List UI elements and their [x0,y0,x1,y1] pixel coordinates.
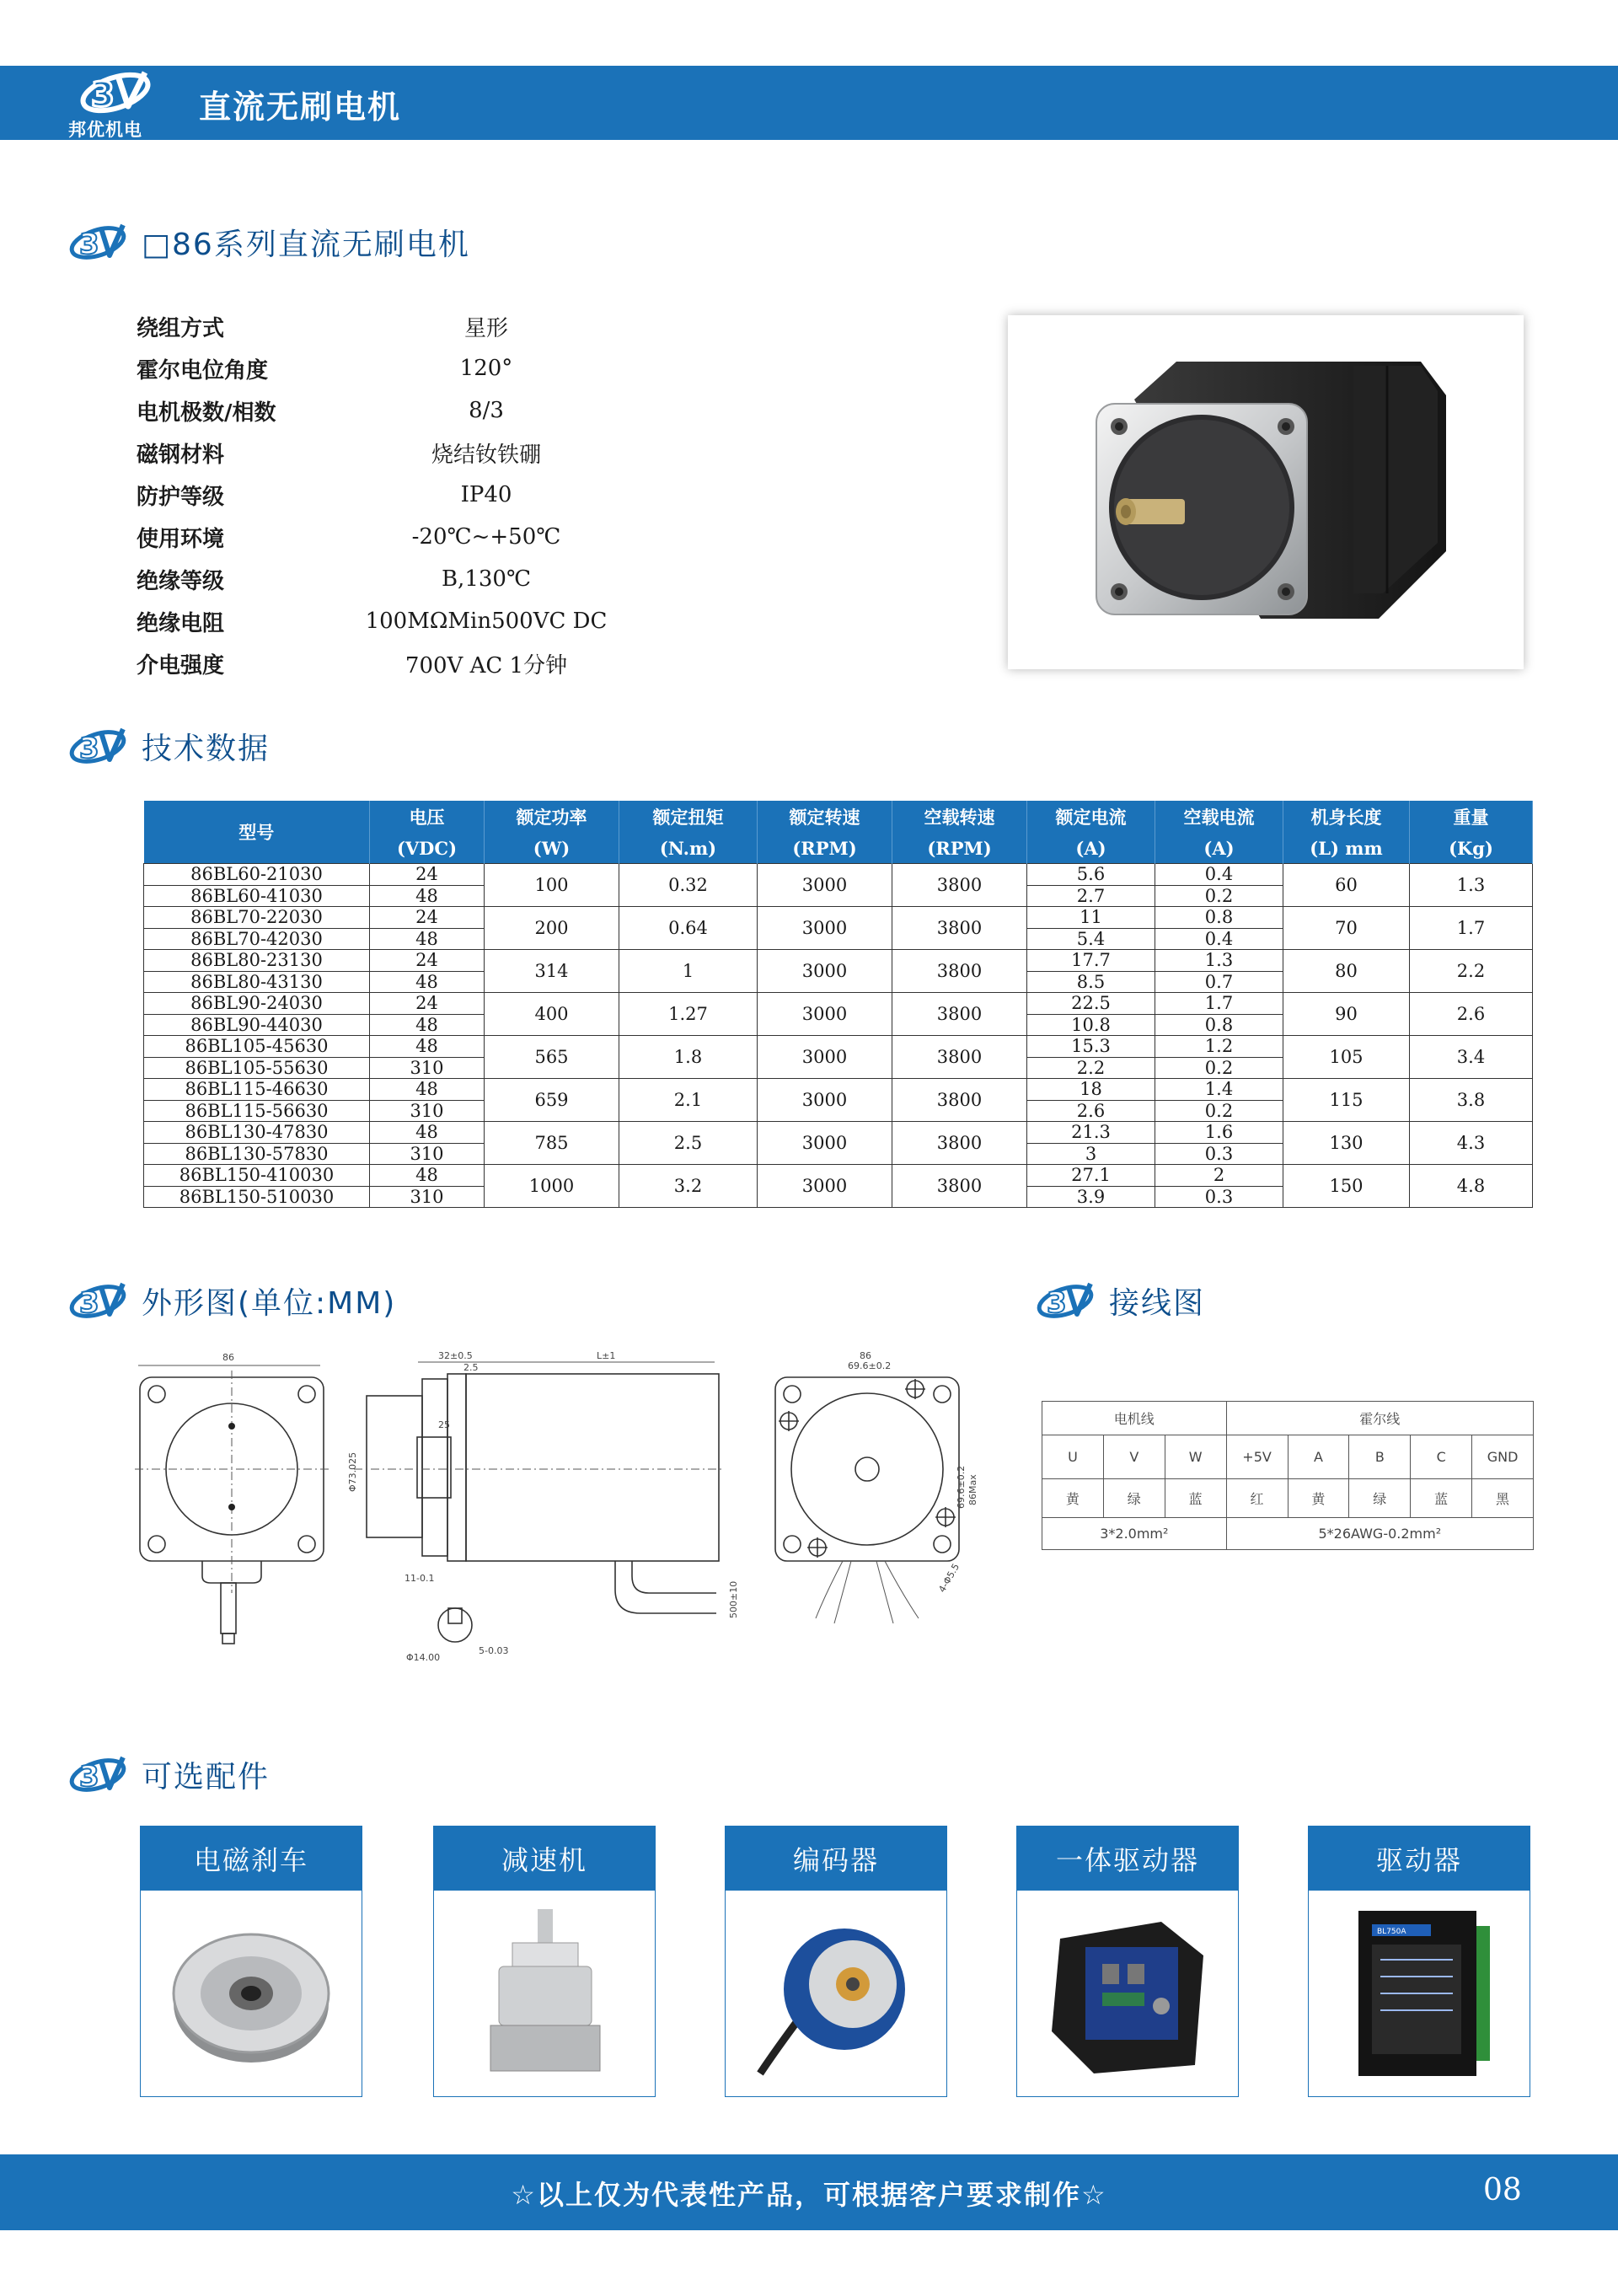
col-header: 空载转速 [892,801,1027,833]
cell-power: 565 [485,1036,619,1079]
dim-key-height: 5-0.03 [479,1645,509,1656]
cell-rated-current: 2.7 [1027,885,1155,907]
cell-rated-speed: 3000 [758,993,892,1036]
cell-noload-speed: 3800 [892,1165,1027,1208]
cell-weight: 1.3 [1410,864,1533,907]
dim-boss: Φ73.025 [347,1451,358,1492]
cell-noload-current: 1.4 [1155,1079,1283,1101]
section-heading-tech: 技术数据 [67,725,270,768]
cell-torque: 0.64 [619,907,758,950]
col-header-unit: (A) [1155,833,1283,864]
wire-signal: GND [1472,1435,1534,1479]
col-header: 额定电流 [1027,801,1155,833]
cell-model: 86BL60-21030 [144,864,370,886]
dim-flange: 2.5 [463,1362,479,1373]
cell-weight: 2.2 [1410,950,1533,993]
spec-value: B,130℃ [441,566,532,592]
spec-label: 使用环境 [137,526,225,552]
wire-color: 蓝 [1165,1479,1226,1518]
cell-power: 785 [485,1122,619,1165]
spec-value: IP40 [460,482,512,507]
dim-lead: 500±10 [728,1580,739,1618]
spec-label: 防护等级 [137,484,225,510]
spec-label: 绕组方式 [137,315,225,341]
cell-noload-current: 1.6 [1155,1122,1283,1144]
cell-model: 86BL80-43130 [144,971,370,993]
cell-rated-current: 8.5 [1027,971,1155,993]
cell-power: 100 [485,864,619,907]
wiring-table [1042,1401,1534,1550]
cell-noload-current: 0.2 [1155,1100,1283,1122]
cell-voltage: 48 [370,1079,485,1101]
col-header-unit: (L) mm [1283,833,1410,864]
accessory-title: 编码器 [726,1827,946,1891]
cell-rated-current: 2.2 [1027,1057,1155,1079]
driver-image [1335,1901,1503,2086]
cell-weight: 4.3 [1410,1122,1533,1165]
spec-row [137,305,642,347]
cell-weight: 1.7 [1410,907,1533,950]
cell-length: 60 [1283,864,1410,907]
brake-image [158,1909,344,2078]
wire-color: 黄 [1042,1479,1104,1518]
spec-row [137,347,642,389]
dim-length: L±1 [597,1350,616,1361]
cell-weight: 3.8 [1410,1079,1533,1122]
cell-rated-current: 15.3 [1027,1036,1155,1058]
wire-color: 黄 [1288,1479,1349,1518]
cell-length: 105 [1283,1036,1410,1079]
cell-torque: 2.5 [619,1122,758,1165]
dim-key-width: 11-0.1 [404,1573,435,1584]
cell-voltage: 48 [370,885,485,907]
cell-power: 659 [485,1079,619,1122]
cell-noload-speed: 3800 [892,864,1027,907]
cell-torque: 1.27 [619,993,758,1036]
wire-signal: B [1349,1435,1411,1479]
cell-voltage: 48 [370,971,485,993]
cell-length: 90 [1283,993,1410,1036]
section-heading-wiring: 接线图 [1035,1279,1205,1322]
cell-model: 86BL70-42030 [144,928,370,950]
table-row [144,1165,1533,1187]
cell-length: 150 [1283,1165,1410,1208]
dim-key: 25 [438,1419,450,1430]
wire-spec-motor: 3*2.0mm² [1042,1518,1227,1550]
accessory-card-driver [1308,1826,1530,2097]
cell-length: 130 [1283,1122,1410,1165]
cell-power: 314 [485,950,619,993]
cell-rated-speed: 3000 [758,1122,892,1165]
col-header-unit: (VDC) [370,833,485,864]
wire-color: 黑 [1472,1479,1534,1518]
table-row [144,950,1533,972]
cell-model: 86BL90-24030 [144,993,370,1015]
dim-shaft-ext: 32±0.5 [438,1350,473,1361]
cell-rated-speed: 3000 [758,1036,892,1079]
cell-noload-current: 1.7 [1155,993,1283,1015]
table-row [144,993,1533,1015]
wire-color: 蓝 [1411,1479,1472,1518]
dim-shaft-diameter: Φ14.00 [406,1652,441,1663]
cell-model: 86BL150-410030 [144,1165,370,1187]
brand-logo-icon [67,222,128,264]
table-row [144,1036,1533,1058]
cell-model: 86BL130-57830 [144,1143,370,1165]
cell-noload-speed: 3800 [892,993,1027,1036]
accessory-card-brake [140,1826,362,2097]
spec-label: 绝缘等级 [137,568,225,594]
cell-noload-current: 0.2 [1155,885,1283,907]
cell-weight: 2.6 [1410,993,1533,1036]
col-header-unit: (RPM) [758,833,892,864]
cell-rated-speed: 3000 [758,864,892,907]
wire-spec-hall: 5*26AWG-0.2mm² [1226,1518,1533,1550]
accessory-title: 驱动器 [1309,1827,1530,1891]
dim-pcd: 69.6±0.2 [848,1360,892,1371]
col-header: 机身长度 [1283,801,1410,833]
cell-model: 86BL115-56630 [144,1100,370,1122]
wire-signal: U [1042,1435,1104,1479]
wire-signal: C [1411,1435,1472,1479]
spec-value: -20℃~+50℃ [411,524,561,550]
cell-length: 80 [1283,950,1410,993]
brand-logo-icon [67,726,128,768]
dim-pcd-vertical: 69.6±0.2 [956,1465,967,1509]
col-header: 额定扭矩 [619,801,758,833]
page-title: 直流无刷电机 [199,89,402,126]
cell-voltage: 24 [370,950,485,972]
cell-model: 86BL70-22030 [144,907,370,929]
cell-voltage: 48 [370,928,485,950]
dim-top-width: 86 [860,1350,871,1361]
spec-label: 磁钢材料 [137,442,225,468]
col-header: 额定功率 [485,801,619,833]
col-header-unit: (A) [1027,833,1155,864]
table-row [144,1079,1533,1101]
cell-rated-speed: 3000 [758,1165,892,1208]
dim-body: 86Max [967,1474,978,1505]
cell-torque: 1 [619,950,758,993]
integrated-driver-image [1035,1905,1220,2082]
brand-logo-icon [1035,1280,1096,1322]
cell-noload-speed: 3800 [892,907,1027,950]
wiring-group-hall: 霍尔线 [1226,1402,1533,1435]
table-row [144,907,1533,929]
cell-torque: 3.2 [619,1165,758,1208]
wire-color: 红 [1226,1479,1288,1518]
accessory-card-integrated-driver [1016,1826,1239,2097]
cell-rated-current: 11 [1027,907,1155,929]
footer-text: ☆以上仅为代表性产品，可根据客户要求制作☆ [511,2179,1107,2211]
cell-length: 70 [1283,907,1410,950]
cell-noload-current: 0.2 [1155,1057,1283,1079]
cell-model: 86BL115-46630 [144,1079,370,1101]
cell-voltage: 48 [370,1165,485,1187]
spec-value: 100MΩMin500VC DC [365,609,608,634]
wire-signal: V [1103,1435,1165,1479]
spec-row [137,516,642,558]
page-number: 08 [1483,2173,1522,2207]
cell-voltage: 310 [370,1057,485,1079]
cell-noload-current: 0.4 [1155,928,1283,950]
svg-text:3: 3 [91,76,115,115]
cell-noload-speed: 3800 [892,1036,1027,1079]
cell-rated-current: 10.8 [1027,1014,1155,1036]
spec-row [137,432,642,474]
wire-color: 绿 [1349,1479,1411,1518]
cell-rated-current: 22.5 [1027,993,1155,1015]
cell-noload-current: 0.8 [1155,907,1283,929]
wire-signal: W [1165,1435,1226,1479]
spec-value: 700V AC 1分钟 [404,652,568,679]
cell-rated-current: 18 [1027,1079,1155,1101]
cell-model: 86BL105-45630 [144,1036,370,1058]
spec-row [137,389,642,432]
cell-torque: 0.32 [619,864,758,907]
cell-rated-speed: 3000 [758,1079,892,1122]
cell-model: 86BL150-510030 [144,1186,370,1208]
cell-noload-current: 0.4 [1155,864,1283,886]
spec-label: 电机极数/相数 [137,400,276,426]
spec-value: 星形 [463,315,508,341]
spec-row [137,474,642,516]
cell-noload-current: 1.3 [1155,950,1283,972]
outline-drawing [135,1340,1011,1669]
section-heading-outline: 外形图(单位:MM) [67,1279,396,1322]
cell-voltage: 48 [370,1036,485,1058]
cell-rated-current: 2.6 [1027,1100,1155,1122]
cell-voltage: 24 [370,993,485,1015]
cell-noload-current: 0.3 [1155,1186,1283,1208]
spec-row [137,558,642,600]
cell-voltage: 310 [370,1143,485,1165]
section-heading-series: □86系列直流无刷电机 [67,221,470,264]
cell-rated-current: 3 [1027,1143,1155,1165]
wire-signal: A [1288,1435,1349,1479]
col-header: 空载电流 [1155,801,1283,833]
cell-model: 86BL105-55630 [144,1057,370,1079]
cell-noload-current: 0.3 [1155,1143,1283,1165]
cell-voltage: 24 [370,864,485,886]
cell-noload-speed: 3800 [892,1079,1027,1122]
spec-row [137,600,642,642]
tech-table-body [144,864,1533,1208]
front-view [135,1352,330,1644]
accessory-card-encoder [725,1826,947,2097]
cell-rated-current: 17.7 [1027,950,1155,972]
cell-power: 400 [485,993,619,1036]
tech-data-table [143,801,1533,1208]
spec-value: 8/3 [469,398,504,423]
motor-photo [1008,315,1524,669]
dim-width: 86 [222,1352,234,1363]
cell-length: 115 [1283,1079,1410,1122]
cell-noload-current: 0.8 [1155,1014,1283,1036]
cell-voltage: 48 [370,1122,485,1144]
cell-model: 86BL60-41030 [144,885,370,907]
encoder-image [743,1905,929,2082]
cell-rated-speed: 3000 [758,907,892,950]
rear-view [775,1350,978,1623]
accessory-card-gearbox [433,1826,656,2097]
cell-rated-current: 3.9 [1027,1186,1155,1208]
side-view [347,1350,739,1663]
col-header: 重量 [1410,801,1533,833]
brand-logo-icon [67,1280,128,1322]
wiring-group-motor: 电机线 [1042,1402,1227,1435]
cell-rated-current: 5.4 [1027,928,1155,950]
col-header: 电压 [370,801,485,833]
spec-value: 120° [459,356,513,381]
cell-rated-current: 21.3 [1027,1122,1155,1144]
cell-voltage: 310 [370,1100,485,1122]
cell-rated-current: 5.6 [1027,864,1155,886]
cell-model: 86BL90-44030 [144,1014,370,1036]
cell-rated-speed: 3000 [758,950,892,993]
cell-noload-current: 2 [1155,1165,1283,1187]
cell-noload-current: 0.7 [1155,971,1283,993]
accessory-title: 电磁刹车 [141,1827,362,1891]
brand-logo-icon [67,1754,128,1796]
wire-signal: +5V [1226,1435,1288,1479]
motor-image [1008,315,1524,669]
spec-value: 烧结钕铁硼 [431,442,541,468]
logo-text: 邦优机电 [68,120,142,140]
spec-label: 霍尔电位角度 [137,357,269,384]
col-header-unit: (Kg) [1410,833,1533,864]
spec-row [137,642,642,684]
gearbox-image [460,1901,629,2086]
cell-voltage: 24 [370,907,485,929]
col-header-unit: (RPM) [892,833,1027,864]
col-header-model: 型号 [144,801,370,864]
cell-torque: 2.1 [619,1079,758,1122]
driver-brand: BL750A [1377,1928,1406,1936]
cell-weight: 3.4 [1410,1036,1533,1079]
section-heading-accessories: 可选配件 [67,1753,270,1796]
accessory-title: 一体驱动器 [1017,1827,1238,1891]
cell-torque: 1.8 [619,1036,758,1079]
table-row [144,864,1533,886]
table-row [144,1122,1533,1144]
cell-noload-speed: 3800 [892,1122,1027,1165]
cell-noload-speed: 3800 [892,950,1027,993]
cell-model: 86BL80-23130 [144,950,370,972]
wire-color: 绿 [1103,1479,1165,1518]
col-header-unit: (N.m) [619,833,758,864]
spec-label: 介电强度 [137,652,225,679]
col-header-unit: (W) [485,833,619,864]
cell-voltage: 48 [370,1014,485,1036]
cell-power: 200 [485,907,619,950]
col-header: 额定转速 [758,801,892,833]
cell-noload-current: 1.2 [1155,1036,1283,1058]
cell-weight: 4.8 [1410,1165,1533,1208]
spec-label: 绝缘电阻 [137,610,225,636]
cell-voltage: 310 [370,1186,485,1208]
cell-power: 1000 [485,1165,619,1208]
cell-rated-current: 27.1 [1027,1165,1155,1187]
cell-model: 86BL130-47830 [144,1122,370,1144]
dim-holes: 4-Φ5.5 [936,1561,962,1595]
accessory-title: 减速机 [434,1827,655,1891]
